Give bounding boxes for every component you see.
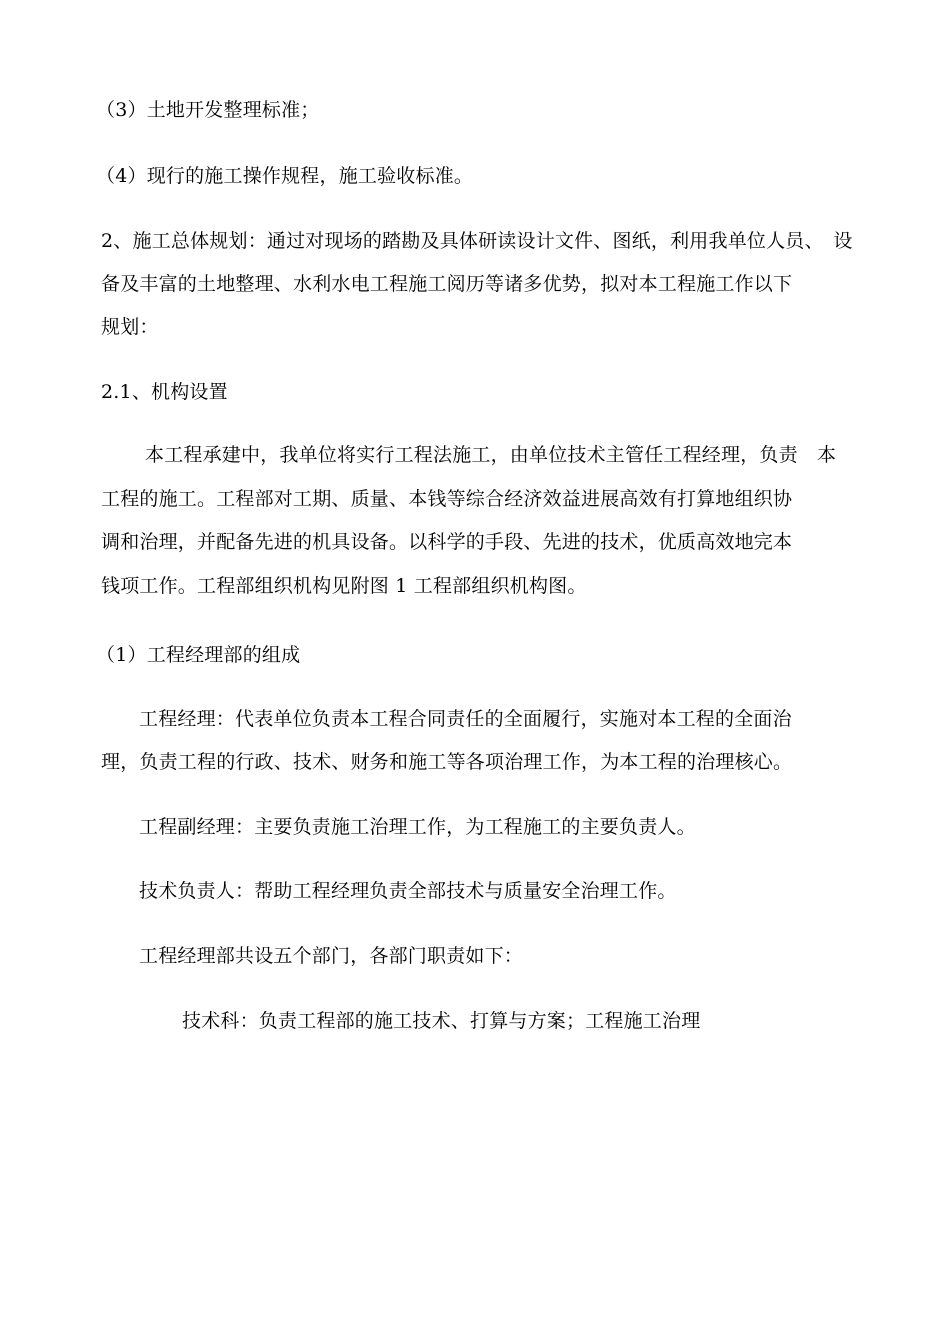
paragraph-line: 工程经理：代表单位负责本工程合同责任的全面履行，实施对本工程的全面治 bbox=[139, 708, 792, 730]
paragraph-line: 工程的施工。工程部对工期、质量、本钱等综合经济效益进展高效有打算地组织协 bbox=[101, 488, 793, 510]
list-item-standard-4: （4）现行的施工操作规程，施工验收标准。 bbox=[96, 165, 474, 187]
subsection-heading: （1）工程经理部的组成 bbox=[96, 644, 301, 666]
paragraph-line: 工程经理部共设五个部门，各部门职责如下： bbox=[139, 945, 524, 967]
paragraph-line: 2、施工总体规划：通过对现场的踏勘及具体研读设计文件、图纸，利用我单位人员、 设 bbox=[101, 230, 853, 252]
paragraph-line: 理，负责工程的行政、技术、财务和施工等各项治理工作，为本工程的治理核心。 bbox=[101, 751, 793, 773]
list-item-standard-3: （3）土地开发整理标准； bbox=[96, 99, 320, 121]
paragraph-line: 本工程承建中，我单位将实行工程法施工，由单位技术主管任工程经理，负责 本 bbox=[145, 444, 837, 466]
paragraph-line: 技术负责人：帮助工程经理负责全部技术与质量安全治理工作。 bbox=[139, 880, 677, 902]
paragraph-line: 钱项工作。工程部组织机构见附图 1 工程部组织机构图。 bbox=[101, 575, 587, 597]
paragraph-line: 调和治理，并配备先进的机具设备。以科学的手段、先进的技术，优质高效地完本 bbox=[101, 531, 793, 553]
paragraph-line: 工程副经理：主要负责施工治理工作，为工程施工的主要负责人。 bbox=[139, 816, 696, 838]
paragraph-line: 技术科：负责工程部的施工技术、打算与方案；工程施工治理 bbox=[182, 1010, 701, 1032]
section-heading: 2.1、机构设置 bbox=[101, 381, 228, 403]
paragraph-line: 规划： bbox=[101, 316, 159, 338]
paragraph-line: 备及丰富的土地整理、水利水电工程施工阅历等诸多优势，拟对本工程施工作以下 bbox=[101, 273, 793, 295]
